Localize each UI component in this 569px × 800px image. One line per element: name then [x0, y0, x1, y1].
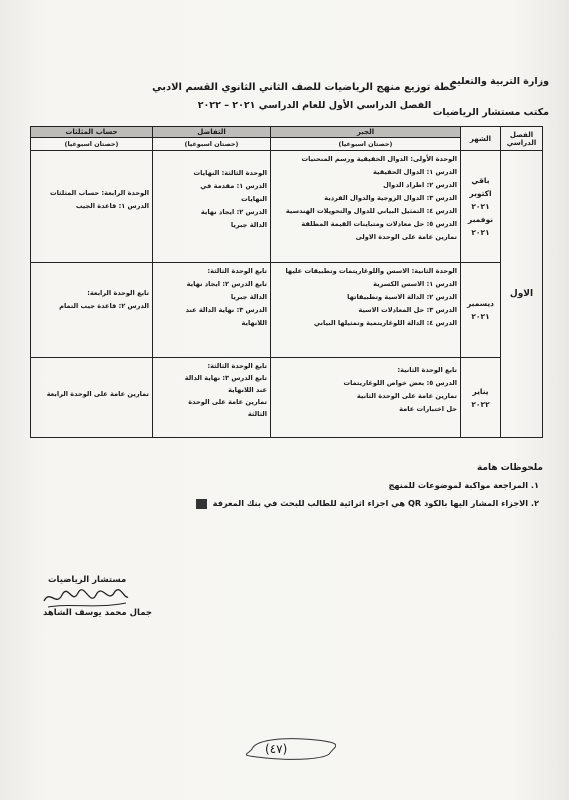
ministry-label: وزارة التربية والتعليم — [449, 76, 549, 87]
calculus-cell — [153, 151, 271, 263]
term-cell: الاول — [501, 151, 543, 438]
notes-title: ملحوظات هامة — [476, 463, 543, 473]
header-calculus: التفاضل — [153, 127, 271, 138]
sessions-calculus: (حصتان اسبوعيا) — [153, 138, 271, 151]
lesson-line: تابع الوحدة الثانية: — [397, 366, 457, 374]
month-line: ٢٠٢١ — [471, 202, 490, 211]
note-item: ١. المراجعة مواكبة لموضوعات للمنهج — [388, 480, 539, 490]
month-cell — [461, 263, 501, 358]
header-month: الشهر — [461, 127, 501, 151]
lesson-line: تابع الوحدة الرابعة: — [87, 289, 149, 297]
lesson-line: الدالة جبريا — [230, 221, 267, 229]
table-header-row — [31, 127, 543, 138]
lesson-line: تمارين عامة على الوحدة — [188, 398, 267, 406]
lesson-line: تابع الدرس ٣: نهاية الدالة — [184, 374, 267, 382]
signature-name: جمال محمد يوسف الشاهد — [43, 608, 153, 618]
month-line: باقي — [471, 176, 490, 185]
table-row — [31, 358, 543, 438]
lesson-line: الدرس ٣: الدوال الزوجية والدوال الفردية — [324, 194, 457, 202]
month-line: اكتوبر — [469, 189, 492, 198]
document-title: خطة توزيع منهج الرياضيات للصف الثاني الثانوي القسم الادبي — [152, 82, 457, 93]
lesson-line: الدرس ٣: حل المعادلات الاسية — [358, 306, 457, 314]
lesson-line: الوحدة الثالثة: النهايات — [193, 169, 267, 177]
algebra-cell — [271, 358, 461, 438]
month-line: يناير — [472, 386, 489, 396]
lesson-line: الدرس ٢: قاعدة جيب التمام — [59, 302, 149, 310]
lesson-line: الثالثة — [247, 410, 267, 418]
header-term: الفصل الدراسي — [501, 127, 543, 151]
lesson-line: تابع الوحدة الثالثة: — [207, 362, 267, 370]
table-row — [31, 151, 543, 263]
lesson-line: الدرس ٢: اطراد الدوال — [383, 181, 457, 189]
lesson-line: تمارين عامة على الوحدة الثانية — [356, 392, 457, 400]
calculus-cell — [153, 263, 271, 358]
lesson-line: تمارين عامة على الوحدة الاولى — [355, 233, 457, 241]
lesson-line: الوحدة الرابعة: حساب المثلثات — [49, 189, 149, 197]
lesson-line: تمارين عامة على الوحدة الرابعة — [46, 390, 149, 398]
month-line: ديسمبر — [466, 299, 495, 308]
office-label: مكتب مستشار الرياضيات — [432, 107, 549, 118]
lesson-line: الدرس ٥: حل معادلات ومتباينات القيمة المطلقة — [301, 220, 457, 228]
algebra-cell — [271, 263, 461, 358]
document-subtitle: الفصل الدراسي الأول للعام الدراسي ٢٠٢١ – ٢٠٢٢ — [197, 100, 432, 111]
lesson-line: الدرس ٤: التمثيل البياني للدوال والتحويلات الهندسية — [285, 207, 457, 215]
calculus-cell — [153, 358, 271, 438]
page-number-oval — [246, 735, 336, 761]
lesson-line: الدرس ١: الاسس الكسرية — [373, 280, 457, 288]
curriculum-table — [30, 126, 543, 438]
note-item — [193, 498, 539, 509]
trig-cell — [31, 358, 153, 438]
trig-cell — [31, 151, 153, 263]
header-trig: حساب المثلثات — [31, 127, 153, 138]
trig-cell — [31, 263, 153, 358]
month-line: ٢٠٢١ — [471, 312, 490, 321]
lesson-line: الدالة جبريا — [230, 293, 267, 301]
lesson-line: الدرس ١: الدوال الحقيقية — [373, 168, 457, 176]
qr-code-icon — [196, 499, 207, 509]
lesson-line: حل اختبارات عامة — [399, 405, 457, 413]
algebra-cell — [271, 151, 461, 263]
lesson-line: الدرس ١: قاعدة الجيب — [75, 202, 149, 210]
signature-title: مستشار الرياضيات — [48, 575, 127, 585]
lesson-line: عند اللانهاية — [228, 386, 267, 394]
lesson-line: الدرس ٢: ايجاد نهاية — [200, 208, 267, 216]
month-cell — [461, 151, 501, 263]
month-line: ٢٠٢١ — [471, 228, 490, 237]
lesson-line: الدرس ٣: نهاية الدالة عند — [185, 306, 267, 314]
lesson-line: الوحدة الثانية: الاسس واللوغاريتمات وتطبيقات عليها — [285, 267, 457, 275]
lesson-line: تابع الوحدة الثالثة: — [207, 267, 267, 275]
lesson-line: الدرس ٢: الدالة الاسية وتطبيقاتها — [347, 293, 457, 301]
header-algebra: الجبر — [271, 127, 461, 138]
month-line: ٢٠٢٢ — [471, 399, 490, 409]
sessions-algebra: (حصتان اسبوعيا) — [271, 138, 461, 151]
lesson-line: الدرس ٥: بعض خواص اللوغاريتمات — [343, 379, 457, 387]
page-number: (٤٧) — [265, 742, 288, 756]
lesson-line: تابع الدرس ٢: ايجاد نهاية — [186, 280, 267, 288]
lesson-line: الوحدة الأولى: الدوال الحقيقية ورسم المنحنيات — [301, 155, 457, 163]
month-cell — [461, 358, 501, 438]
month-line: نوفمبر — [467, 215, 494, 224]
note-text: ٢. الاجزاء المشار اليها بالكود QR هي اجزاء اثرائية للطالب للبحث في بنك المعرفة — [212, 498, 539, 508]
lesson-line: النهايات — [241, 195, 267, 203]
sessions-trig: (حصتان اسبوعيا) — [31, 138, 153, 151]
lesson-line: اللانهاية — [241, 319, 267, 327]
lesson-line: الدرس ١: مقدمة في — [200, 182, 267, 190]
table-row — [31, 263, 543, 358]
lesson-line: الدرس ٤: الدالة اللوغاريتمية وتمثيلها البياني — [313, 319, 457, 327]
